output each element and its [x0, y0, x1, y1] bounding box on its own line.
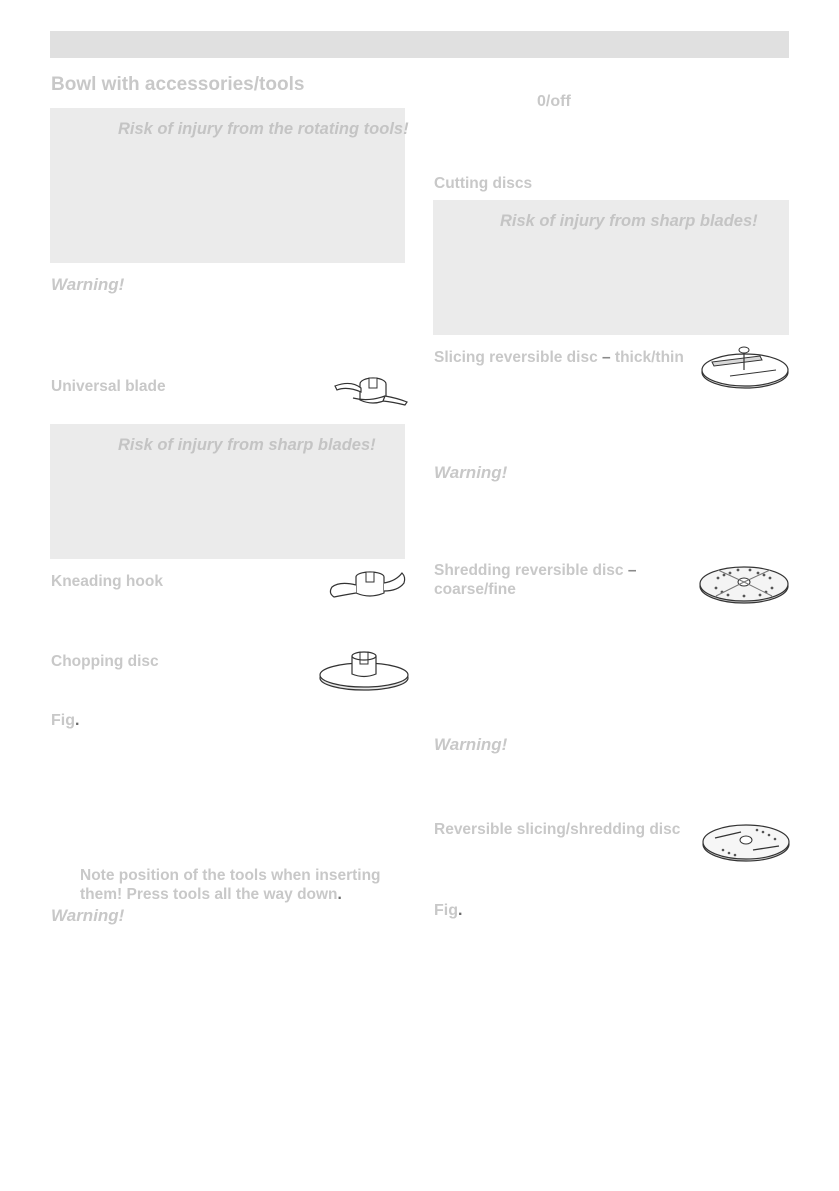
- universal-blade-icon: [333, 372, 409, 408]
- slicing-disc-label: Slicing reversible disc – thick/thin: [434, 349, 684, 366]
- fig-reference: Fig.: [51, 712, 80, 729]
- chopping-disc-icon: [318, 648, 410, 692]
- warning-box-sharp-blades: [433, 200, 789, 335]
- note-tools-position: Note position of the tools when inserting them! Press tools all the way down.: [80, 867, 381, 903]
- warning-box-text: Risk of injury from sharp blades!: [118, 436, 376, 454]
- reversible-disc-label: Reversible slicing/shredding disc: [434, 821, 681, 838]
- shredding-disc-icon: [698, 560, 790, 606]
- section-title: Bowl with accessories/tools: [51, 74, 305, 95]
- header-bar: [50, 31, 789, 58]
- warning-label: Warning!: [434, 463, 508, 482]
- warning-label: Warning!: [434, 735, 508, 754]
- chopping-disc-label: Chopping disc: [51, 653, 159, 670]
- zero-off-label: 0/off: [537, 93, 571, 110]
- warning-box-rotating-tools: [50, 108, 409, 263]
- kneading-hook-icon: [326, 567, 408, 603]
- reversible-disc-icon: [701, 820, 791, 864]
- universal-blade-label: Universal blade: [51, 378, 166, 395]
- shredding-disc-label-line2: coarse/fine: [434, 581, 516, 598]
- warning-box-text: Risk of injury from the rotating tools!: [118, 120, 409, 138]
- warning-box-sharp-blades: [50, 424, 405, 559]
- cutting-discs-label: Cutting discs: [434, 175, 533, 192]
- warning-box-text: Risk of injury from sharp blades!: [500, 212, 758, 230]
- shredding-disc-label-line1: Shredding reversible disc –: [434, 562, 637, 579]
- kneading-hook-label: Kneading hook: [51, 573, 163, 590]
- warning-label: Warning!: [51, 275, 125, 294]
- slicing-disc-icon: [700, 346, 790, 390]
- warning-label: Warning!: [51, 906, 125, 925]
- fig-reference: Fig.: [434, 902, 463, 919]
